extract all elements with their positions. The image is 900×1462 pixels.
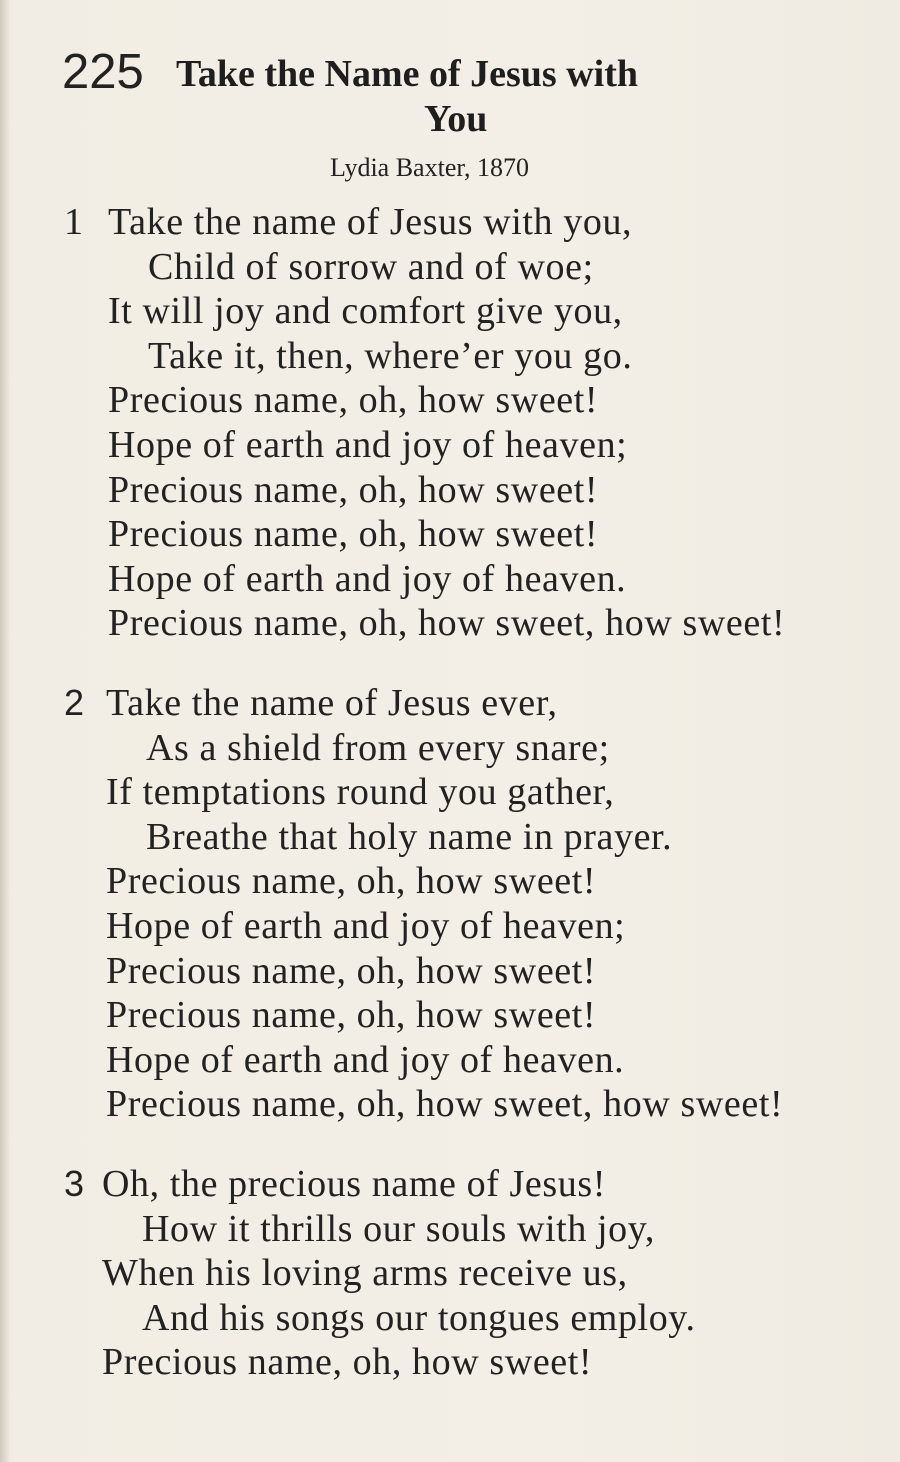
verse-number: 1 — [64, 201, 83, 243]
page-spine-shadow — [0, 0, 10, 1462]
hymn-title-line-1: Take the Name of Jesus with — [176, 53, 638, 95]
refrain-line: Hope of earth and joy of heaven; — [106, 904, 626, 947]
verse-lines — [108, 200, 785, 646]
hymn-title-line-2: You — [424, 98, 488, 140]
refrain-line: Precious name, oh, how sweet! — [102, 1341, 593, 1384]
refrain-line: Precious name, oh, how sweet! — [108, 468, 599, 511]
verse-line: Breathe that holy name in prayer. — [146, 815, 673, 858]
verse-line: And his songs our tongues employ. — [142, 1296, 696, 1339]
refrain-line: Precious name, oh, how sweet, how sweet! — [106, 1083, 784, 1126]
refrain-line: Precious name, oh, how sweet, how sweet! — [108, 602, 786, 645]
verse-line: If temptations round you gather, — [106, 771, 615, 814]
verse-line: Take it, then, where’er you go. — [148, 334, 633, 377]
verse-line: How it thrills our souls with joy, — [142, 1207, 656, 1250]
verse-line: When his loving arms receive us, — [102, 1252, 628, 1295]
hymn-number: 225 — [62, 45, 144, 99]
author-credit: Lydia Baxter, 1870 — [330, 153, 529, 182]
verse-lines — [106, 681, 783, 1127]
verse-line: Child of sorrow and of woe; — [148, 245, 594, 288]
verse-line: As a shield from every snare; — [146, 726, 610, 769]
verse-line: Oh, the precious name of Jesus! — [102, 1163, 607, 1205]
verse-line: Take the name of Jesus ever, — [106, 682, 558, 724]
verse-number: 2 — [64, 682, 85, 723]
refrain-line: Precious name, oh, how sweet! — [106, 860, 597, 903]
verse-line: Take the name of Jesus with you, — [108, 201, 633, 243]
verse-line: It will joy and comfort give you, — [108, 290, 623, 333]
refrain-line: Precious name, oh, how sweet! — [106, 994, 597, 1037]
refrain-line: Hope of earth and joy of heaven. — [108, 557, 627, 600]
hymn-title — [176, 52, 736, 142]
refrain-line: Precious name, oh, how sweet! — [106, 949, 597, 992]
verse-lines — [102, 1162, 696, 1385]
refrain-line: Hope of earth and joy of heaven; — [108, 423, 628, 466]
refrain-line: Precious name, oh, how sweet! — [108, 513, 599, 556]
refrain-line: Hope of earth and joy of heaven. — [106, 1038, 625, 1081]
verse-number: 3 — [64, 1163, 85, 1204]
refrain-line: Precious name, oh, how sweet! — [108, 379, 599, 422]
